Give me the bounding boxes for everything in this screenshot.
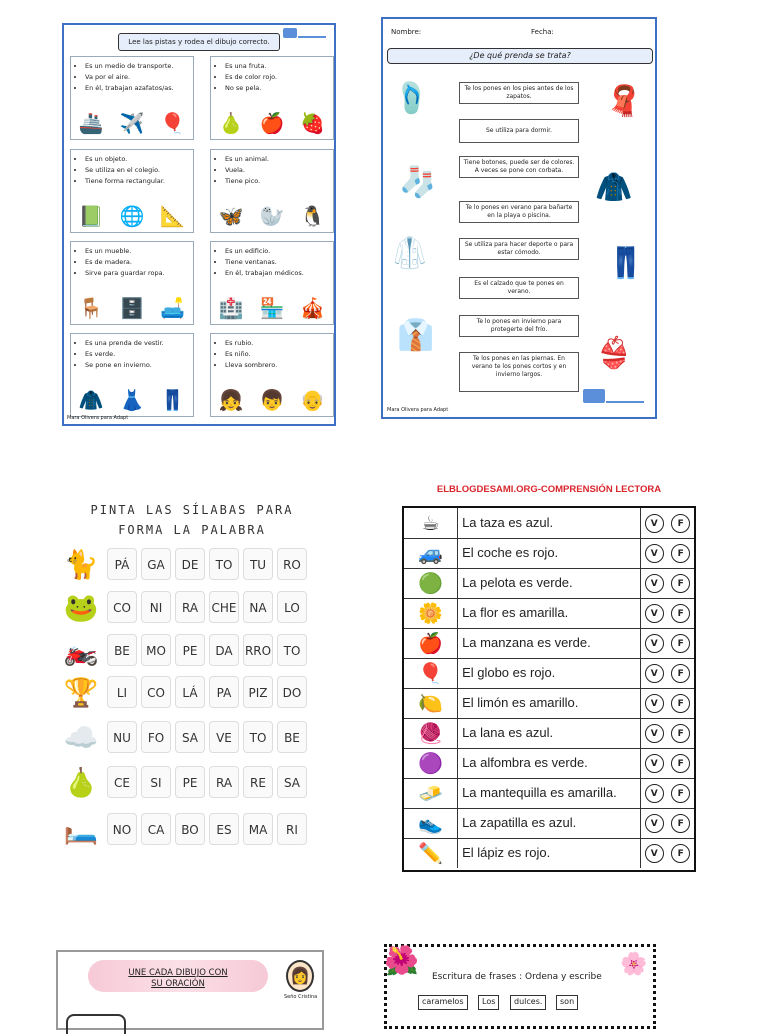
set-square-icon[interactable]: 📐 (160, 204, 186, 228)
syllable-row (55, 764, 311, 800)
footer-credit: Mara Olivera para Adapt (387, 407, 449, 413)
flower-icon: 🌸 (620, 952, 648, 977)
clue-box: • Es un edificio. • Tiene ventanas. • En él, trabajan médicos. 🏥 🏪 🎪 (210, 241, 334, 325)
syllable-row (55, 719, 311, 755)
motorcycle-icon: 🏍️ (63, 633, 99, 667)
table-row (404, 628, 694, 659)
balloon-icon: 🎈 (404, 658, 458, 688)
true-option[interactable]: V (645, 784, 664, 803)
syllable-cell[interactable]: CO (141, 676, 171, 708)
syllable-cell[interactable]: NU (107, 721, 137, 753)
true-option[interactable]: V (645, 604, 664, 623)
worksheet-title: Escritura de frases : Ordena y escribe (432, 972, 602, 982)
worksheet-clothes (381, 17, 657, 419)
description-box[interactable]: Tiene botones, puede ser de colores. A veces se pone con corbata. (459, 156, 579, 178)
rug-icon: 🟣 (404, 748, 458, 778)
syllable-cell[interactable]: RRO (243, 634, 273, 666)
butterfly-icon[interactable]: 🦋 (218, 204, 244, 228)
flower-icon: 🌼 (404, 598, 458, 628)
table-row (404, 748, 694, 779)
description-box[interactable]: Se utiliza para dormir. (459, 119, 579, 143)
syllable-cell[interactable]: SA (277, 766, 307, 798)
false-option[interactable]: F (671, 664, 690, 683)
table-row (404, 808, 694, 839)
statement: El globo es rojo. (458, 658, 641, 688)
statement: La alfombra es verde. (458, 748, 641, 778)
statement: La taza es azul. (458, 508, 641, 538)
hospital-icon[interactable]: 🏥 (218, 296, 244, 320)
statement: La manzana es verde. (458, 628, 641, 658)
word-card[interactable]: son (556, 995, 578, 1010)
clue-box: • Es una prenda de vestir. • Es verde. • Se pone en invierno. 🧥 👗 👖 (70, 333, 194, 417)
plane-icon[interactable]: ✈️ (119, 111, 145, 135)
syllable-row (55, 589, 311, 625)
seal-icon[interactable]: 🦭 (259, 204, 285, 228)
syllables-title: PINTA LAS SÍLABAS PARA FORMA LA PALABRA (90, 503, 294, 537)
syllable-cell[interactable]: FO (141, 721, 171, 753)
syllable-cell[interactable]: PE (175, 634, 205, 666)
bed-icon: 🛏️ (63, 812, 99, 846)
description-box[interactable]: Se utiliza para hacer deporte o para estar cómodo. (459, 238, 579, 260)
coat-icon[interactable]: 🧥 (78, 388, 104, 412)
syllable-cell[interactable]: GA (141, 548, 171, 580)
statement: La zapatilla es azul. (458, 808, 641, 838)
yarn-icon: 🧶 (404, 718, 458, 748)
sneaker-icon: 👟 (404, 808, 458, 838)
reading-comprehension-title: ELBLOGDESAMI.ORG-COMPRENSIÓN LECTORA (436, 484, 662, 495)
syllable-cell[interactable]: NA (243, 591, 273, 623)
jacket-icon[interactable]: 🧥 (595, 170, 633, 205)
clue-box: • Es rubio. • Es niño. • Lleva sombrero. 👧 👦 👴 (210, 333, 334, 417)
frog-icon: 🐸 (63, 590, 99, 624)
true-option[interactable]: V (645, 724, 664, 743)
sofa-icon[interactable]: 🛋️ (160, 296, 186, 320)
syllable-row (55, 811, 311, 847)
clue-box: • Es un animal. • Vuela. • Tiene pico. 🦋 🦭 🐧 (210, 149, 334, 233)
girl-icon[interactable]: 👧 (218, 388, 244, 412)
statement: El lápiz es rojo. (458, 838, 641, 868)
worksheet-write-sentences (384, 944, 656, 1029)
description-box[interactable]: Te lo pones en verano para bañarte en la playa o piscina. (459, 201, 579, 223)
syllable-cell[interactable]: ES (209, 813, 239, 845)
clue-box: • Es una fruta. • Es de color rojo. • No se pela. 🍐 🍎 🍓 (210, 56, 334, 140)
blackboard-icon[interactable]: 📗 (78, 204, 104, 228)
syllable-cell[interactable]: TO (277, 634, 307, 666)
syllable-cell[interactable]: CA (141, 813, 171, 845)
syllable-cell[interactable]: TU (243, 548, 273, 580)
dress-icon[interactable]: 👗 (119, 388, 145, 412)
circus-icon[interactable]: 🎪 (300, 296, 326, 320)
name-label: Nombre: (391, 28, 422, 36)
statement: El coche es rojo. (458, 538, 641, 568)
syllable-cell[interactable]: BE (107, 634, 137, 666)
logo (283, 28, 331, 48)
syllable-cell[interactable]: PIZ (243, 676, 273, 708)
syllable-cell[interactable]: MO (141, 634, 171, 666)
description-box[interactable]: Te lo pones en invierno para protegerte del frío. (459, 315, 579, 337)
pear-icon[interactable]: 🍐 (218, 111, 244, 135)
false-option[interactable]: F (671, 634, 690, 653)
syllable-cell[interactable]: LI (107, 676, 137, 708)
worksheet-title: UNE CADA DIBUJO CON SU ORACIÓN (128, 968, 228, 989)
syllable-cell[interactable]: CE (107, 766, 137, 798)
trousers-icon[interactable]: 👖 (607, 246, 645, 281)
table-row (404, 838, 694, 868)
syllable-cell[interactable]: DE (175, 548, 205, 580)
statement: La lana es azul. (458, 718, 641, 748)
syllable-cell[interactable]: VE (209, 721, 239, 753)
false-option[interactable]: F (671, 544, 690, 563)
true-option[interactable]: V (645, 754, 664, 773)
worksheet-title: Lee las pistas y rodea el dibujo correcto. (118, 33, 280, 51)
wardrobe-icon[interactable]: 🗄️ (119, 296, 145, 320)
lemon-icon: 🍋 (404, 688, 458, 718)
cloud-icon: ☁️ (63, 720, 99, 754)
teacher-avatar-icon: 👩 (286, 960, 314, 992)
dotted-border (384, 944, 656, 1029)
shop-icon[interactable]: 🏪 (259, 296, 285, 320)
pear-icon: 🍐 (63, 765, 99, 799)
clue-box: • Es un medio de transporte. • Va por el aire. • En él, trabajan azafatos/as. 🚢 ✈️ 🎈 (70, 56, 194, 140)
syllable-row (55, 632, 311, 668)
true-option[interactable]: V (645, 664, 664, 683)
table-row (404, 508, 694, 539)
true-option[interactable]: V (645, 574, 664, 593)
shirt-icon[interactable]: 👔 (397, 318, 435, 353)
syllable-row (55, 546, 311, 582)
syllable-cell[interactable]: RA (175, 591, 205, 623)
true-option[interactable]: V (645, 514, 664, 533)
cat-icon: 🐈 (63, 547, 99, 581)
socks-icon[interactable]: 🧦 (399, 165, 437, 200)
pencil-icon: ✏️ (404, 838, 458, 868)
swimsuit-icon[interactable]: 👙 (595, 336, 633, 371)
syllable-cell[interactable]: RI (277, 813, 307, 845)
syllable-cell[interactable]: SA (175, 721, 205, 753)
jeans-icon[interactable]: 👖 (160, 388, 186, 412)
worksheet-match-sentences (56, 950, 324, 1030)
statement: La flor es amarilla. (458, 598, 641, 628)
syllable-cell[interactable]: SI (141, 766, 171, 798)
syllable-cell[interactable]: BO (175, 813, 205, 845)
syllable-cell[interactable]: PÁ (107, 548, 137, 580)
statement: La pelota es verde. (458, 568, 641, 598)
word-card[interactable]: caramelos (418, 995, 468, 1010)
word-card[interactable]: Los (478, 995, 499, 1010)
question-banner: ¿De qué prenda se trata? (387, 48, 653, 64)
word-card[interactable]: dulces. (510, 995, 546, 1010)
false-option[interactable]: F (671, 694, 690, 713)
table-row (404, 568, 694, 599)
syllable-cell[interactable]: PA (209, 676, 239, 708)
table-row (404, 538, 694, 569)
globe-icon[interactable]: 🌐 (119, 204, 145, 228)
true-false-table (402, 506, 696, 872)
false-option[interactable]: F (671, 604, 690, 623)
flower-icon: 🌺 (384, 944, 419, 977)
worksheet-riddles (62, 23, 336, 426)
clue-box: • Es un objeto. • Se utiliza en el colegio. • Tiene forma rectangular. 📗 🌐 📐 (70, 149, 194, 233)
syllable-cell[interactable]: CO (107, 591, 137, 623)
false-option[interactable]: F (671, 724, 690, 743)
syllable-cell[interactable]: RE (243, 766, 273, 798)
teacher-name: Seño Cristina (284, 994, 318, 1000)
syllable-cell[interactable]: DA (209, 634, 239, 666)
description-box[interactable]: Te los pones en las piernas. En verano te los pones cortos y en invierno largos. (459, 352, 579, 392)
syllable-cell[interactable]: BE (277, 721, 307, 753)
pajamas-icon[interactable]: 🥼 (391, 236, 429, 271)
statement: El limón es amarillo. (458, 688, 641, 718)
table-row (404, 598, 694, 629)
syllable-cell[interactable]: NI (141, 591, 171, 623)
syllable-cell[interactable]: PE (175, 766, 205, 798)
toucan-icon[interactable]: 🐧 (300, 204, 326, 228)
car-icon: 🚙 (404, 538, 458, 568)
true-option[interactable]: V (645, 844, 664, 863)
strawberry-icon[interactable]: 🍓 (300, 111, 326, 135)
table-row (404, 658, 694, 689)
syllable-cell[interactable]: CHE (209, 591, 239, 623)
flip-flops-icon[interactable]: 🩴 (393, 81, 431, 116)
syllable-cell[interactable]: DO (277, 676, 307, 708)
syllable-cell[interactable]: LO (277, 591, 307, 623)
apple-icon[interactable]: 🍎 (259, 111, 285, 135)
ball-icon: 🟢 (404, 568, 458, 598)
butter-icon: 🧈 (404, 778, 458, 808)
false-option[interactable]: F (671, 844, 690, 863)
true-option[interactable]: V (645, 814, 664, 833)
syllable-row (55, 674, 311, 710)
false-option[interactable]: F (671, 814, 690, 833)
clue-box: • Es un mueble. • Es de madera. • Sirve para guardar ropa. 🪑 🗄️ 🛋️ (70, 241, 194, 325)
scarf-icon[interactable]: 🧣 (605, 84, 643, 119)
logo (583, 389, 653, 404)
description-box[interactable]: Es el calzado que te pones en verano. (459, 277, 579, 299)
footer-credit: Mara Olivera para Adapt (67, 415, 129, 421)
true-option[interactable]: V (645, 544, 664, 563)
false-option[interactable]: F (671, 514, 690, 533)
syllable-cell[interactable]: TO (243, 721, 273, 753)
syllable-cell[interactable]: TO (209, 548, 239, 580)
syllable-cell[interactable]: RA (209, 766, 239, 798)
syllable-cell[interactable]: NO (107, 813, 137, 845)
false-option[interactable]: F (671, 574, 690, 593)
date-label: Fecha: (531, 28, 554, 36)
old-man-icon[interactable]: 👴 (300, 388, 326, 412)
false-option[interactable]: F (671, 784, 690, 803)
picture-frame (66, 1014, 126, 1034)
true-option[interactable]: V (645, 634, 664, 653)
table-row (404, 688, 694, 719)
table-icon[interactable]: 🪑 (78, 296, 104, 320)
syllable-cell[interactable]: RO (277, 548, 307, 580)
table-row (404, 778, 694, 809)
syllable-cell[interactable]: LÁ (175, 676, 205, 708)
description-box[interactable]: Te los pones en los pies antes de los zapatos. (459, 82, 579, 104)
boy-icon[interactable]: 👦 (259, 388, 285, 412)
statement: La mantequilla es amarilla. (458, 778, 641, 808)
table-row (404, 718, 694, 749)
balloon-icon[interactable]: 🎈 (160, 111, 186, 135)
cup-icon: ☕ (404, 508, 458, 538)
apple-icon: 🍎 (404, 628, 458, 658)
false-option[interactable]: F (671, 754, 690, 773)
true-option[interactable]: V (645, 694, 664, 713)
trophy-icon: 🏆 (63, 675, 99, 709)
syllable-cell[interactable]: MA (243, 813, 273, 845)
ship-icon[interactable]: 🚢 (78, 111, 104, 135)
